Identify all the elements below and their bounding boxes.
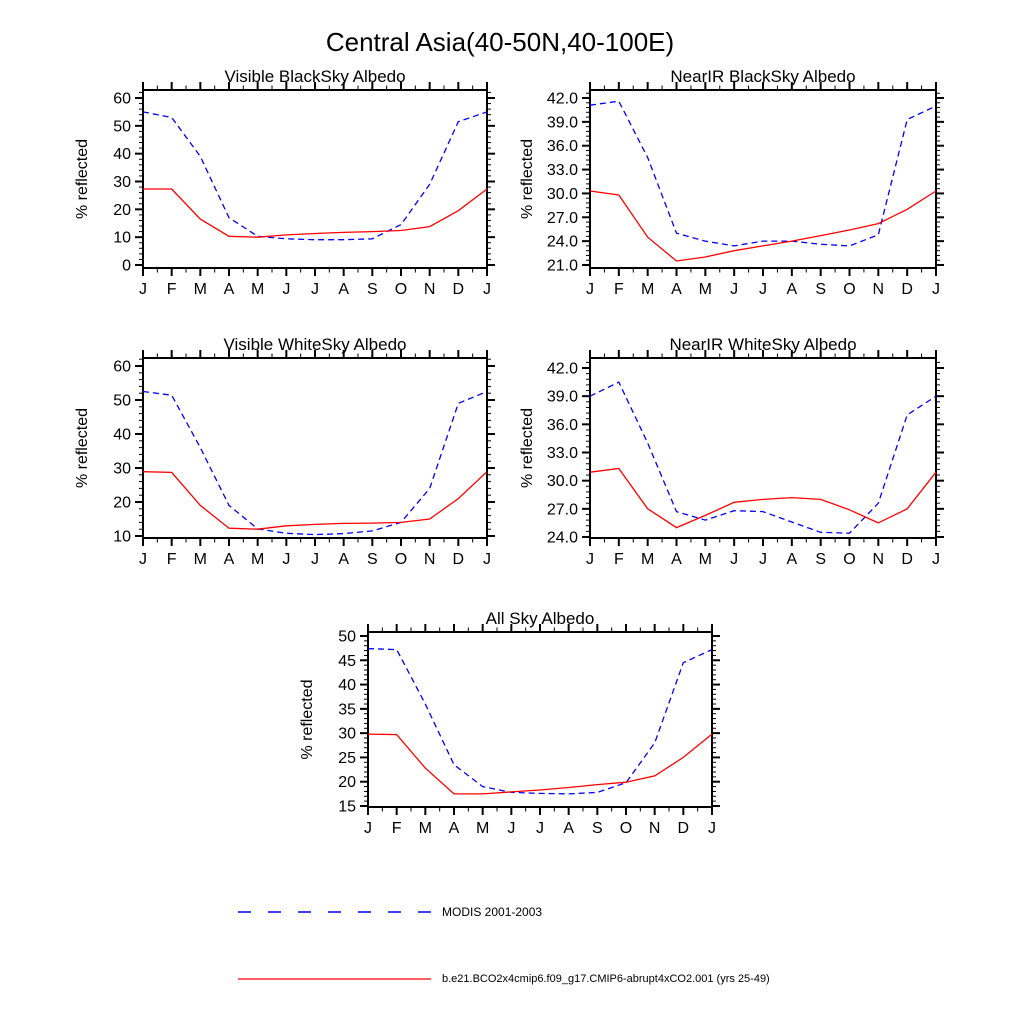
y-tick-label: 10 (113, 528, 131, 546)
chart-all-sky-albedo (299, 609, 720, 837)
x-tick-label: A (338, 551, 350, 568)
y-tick-label: 42.0 (546, 90, 578, 108)
x-tick-label: D (901, 551, 913, 568)
x-tick-label: O (394, 551, 408, 568)
x-tick-label: J (586, 551, 594, 568)
x-tick-label: M (193, 281, 207, 298)
y-tick-label: 30 (113, 460, 131, 478)
y-tick-label: 30.0 (546, 185, 578, 203)
y-tick-label: 60 (113, 358, 131, 376)
x-tick-label: N (872, 281, 885, 298)
x-tick-label: J (364, 820, 372, 837)
x-tick-label: J (483, 551, 491, 568)
x-tick-label: S (815, 281, 827, 298)
chart-title: Visible BlackSky Albedo (224, 67, 406, 86)
x-tick-label: A (563, 820, 575, 837)
y-tick-label: 36.0 (546, 416, 578, 434)
x-tick-label: N (423, 551, 436, 568)
chart-title: NearIR WhiteSky Albedo (669, 335, 857, 354)
x-tick-label: M (418, 820, 432, 837)
x-tick-label: F (613, 551, 624, 568)
y-tick-label: 50 (113, 392, 131, 410)
legend-modis-label: MODIS 2001-2003 (442, 905, 543, 919)
x-tick-label: M (193, 551, 207, 568)
y-tick-label: 40 (338, 677, 356, 695)
model-series-line (143, 472, 487, 530)
x-tick-label: J (139, 551, 147, 568)
y-axis-label: % reflected (519, 138, 536, 220)
legend-modis-line-box (237, 903, 433, 921)
x-tick-label: M (476, 820, 490, 837)
y-tick-label: 30 (338, 725, 356, 743)
x-tick-label: J (311, 281, 319, 298)
x-tick-label: O (843, 551, 856, 568)
model-series-line (368, 734, 712, 794)
y-tick-label: 15 (338, 798, 356, 816)
y-tick-label: 21.0 (546, 257, 578, 275)
x-tick-label: J (586, 281, 594, 298)
x-tick-label: O (394, 281, 408, 298)
x-tick-label: A (786, 281, 798, 298)
x-tick-label: O (843, 281, 856, 298)
x-tick-label: M (698, 281, 712, 298)
legend-row-model (237, 970, 770, 988)
y-tick-label: 40 (113, 426, 131, 444)
chart-title: NearIR BlackSky Albedo (670, 67, 856, 86)
chart-nearir-whitesky-albedo (519, 335, 944, 568)
x-tick-label: M (641, 281, 655, 298)
legend-model-line-box (237, 970, 433, 988)
y-tick-label: 10 (113, 229, 131, 247)
x-tick-label: F (613, 281, 624, 298)
x-tick-label: A (671, 281, 682, 298)
x-tick-label: J (759, 551, 767, 568)
x-tick-label: J (507, 820, 516, 837)
x-tick-label: J (311, 551, 319, 568)
y-axis-label: % reflected (74, 138, 91, 220)
y-tick-label: 0 (122, 257, 131, 275)
x-tick-label: J (759, 281, 767, 298)
plot-frame (368, 632, 712, 807)
y-tick-label: 27.0 (546, 209, 578, 227)
x-tick-label: M (251, 281, 265, 298)
x-tick-label: D (901, 281, 913, 298)
x-tick-label: A (671, 551, 682, 568)
modis-series-line (143, 392, 487, 535)
chart-title: Visible WhiteSky Albedo (223, 335, 407, 354)
x-tick-label: A (223, 281, 235, 298)
chart-nearir-blacksky-albedo (519, 67, 944, 298)
y-tick-label: 39.0 (546, 388, 578, 406)
x-tick-label: S (366, 551, 378, 568)
chart-visible-whitesky-albedo (74, 335, 495, 568)
x-tick-label: S (815, 551, 827, 568)
y-tick-label: 50 (338, 628, 356, 646)
x-tick-label: A (223, 551, 235, 568)
x-tick-label: J (282, 551, 291, 568)
x-tick-label: J (932, 551, 940, 568)
x-tick-label: F (391, 820, 402, 837)
y-tick-label: 35 (338, 701, 356, 719)
y-axis-label: % reflected (519, 407, 536, 489)
chart-title: All Sky Albedo (485, 609, 595, 628)
y-tick-label: 27.0 (546, 501, 578, 519)
x-tick-label: D (677, 820, 690, 837)
x-tick-label: M (251, 551, 265, 568)
x-tick-label: J (139, 281, 147, 298)
y-axis-label: % reflected (299, 679, 316, 760)
x-tick-label: J (536, 820, 544, 837)
chart-visible-blacksky-albedo (74, 67, 495, 298)
x-tick-label: F (166, 551, 177, 568)
x-tick-label: J (708, 820, 716, 837)
x-tick-label: D (452, 551, 465, 568)
y-tick-label: 50 (113, 118, 131, 136)
y-tick-label: 20 (338, 774, 356, 792)
x-tick-label: A (786, 551, 798, 568)
x-tick-label: N (872, 551, 885, 568)
model-series-line (590, 191, 936, 261)
x-tick-label: J (282, 281, 291, 298)
y-tick-label: 20 (113, 201, 131, 219)
y-tick-label: 24.0 (546, 529, 578, 547)
x-tick-label: D (452, 281, 465, 298)
x-tick-label: J (483, 281, 491, 298)
model-series-line (590, 469, 936, 528)
x-tick-label: S (591, 820, 603, 837)
x-tick-label: S (366, 281, 378, 298)
legend-model-label: b.e21.BCO2x4cmip6.f09_g17.CMIP6-abrupt4xCO2.001 (yrs 25-49) (442, 973, 770, 985)
legend-row-modis (237, 903, 542, 921)
y-tick-label: 30.0 (546, 473, 578, 491)
x-tick-label: J (932, 281, 940, 298)
y-tick-label: 20 (113, 494, 131, 512)
x-tick-label: N (648, 820, 661, 837)
x-tick-label: F (166, 281, 177, 298)
main-title: Central Asia(40-50N,40-100E) (325, 27, 675, 57)
x-tick-label: J (730, 551, 739, 568)
y-tick-label: 24.0 (546, 233, 578, 251)
y-tick-label: 45 (338, 652, 356, 670)
y-tick-label: 25 (338, 749, 356, 767)
y-axis-label: % reflected (74, 407, 91, 489)
x-tick-label: O (619, 820, 633, 837)
x-tick-label: M (641, 551, 655, 568)
modis-series-line (143, 112, 487, 240)
plot-frame (143, 358, 487, 538)
y-tick-label: 40 (113, 146, 131, 164)
y-tick-label: 42.0 (546, 360, 578, 378)
modis-series-line (590, 101, 936, 246)
plot-frame (143, 90, 487, 268)
y-tick-label: 36.0 (546, 138, 578, 156)
y-tick-label: 39.0 (546, 114, 578, 132)
modis-series-line (590, 382, 936, 533)
x-tick-label: A (338, 281, 350, 298)
x-tick-label: N (423, 281, 436, 298)
y-tick-label: 33.0 (546, 162, 578, 180)
y-tick-label: 30 (113, 174, 131, 191)
x-tick-label: J (730, 281, 739, 298)
y-tick-label: 33.0 (546, 445, 578, 462)
y-tick-label: 60 (113, 90, 131, 108)
x-tick-label: A (448, 820, 460, 837)
x-tick-label: M (698, 551, 712, 568)
model-series-line (143, 189, 487, 237)
